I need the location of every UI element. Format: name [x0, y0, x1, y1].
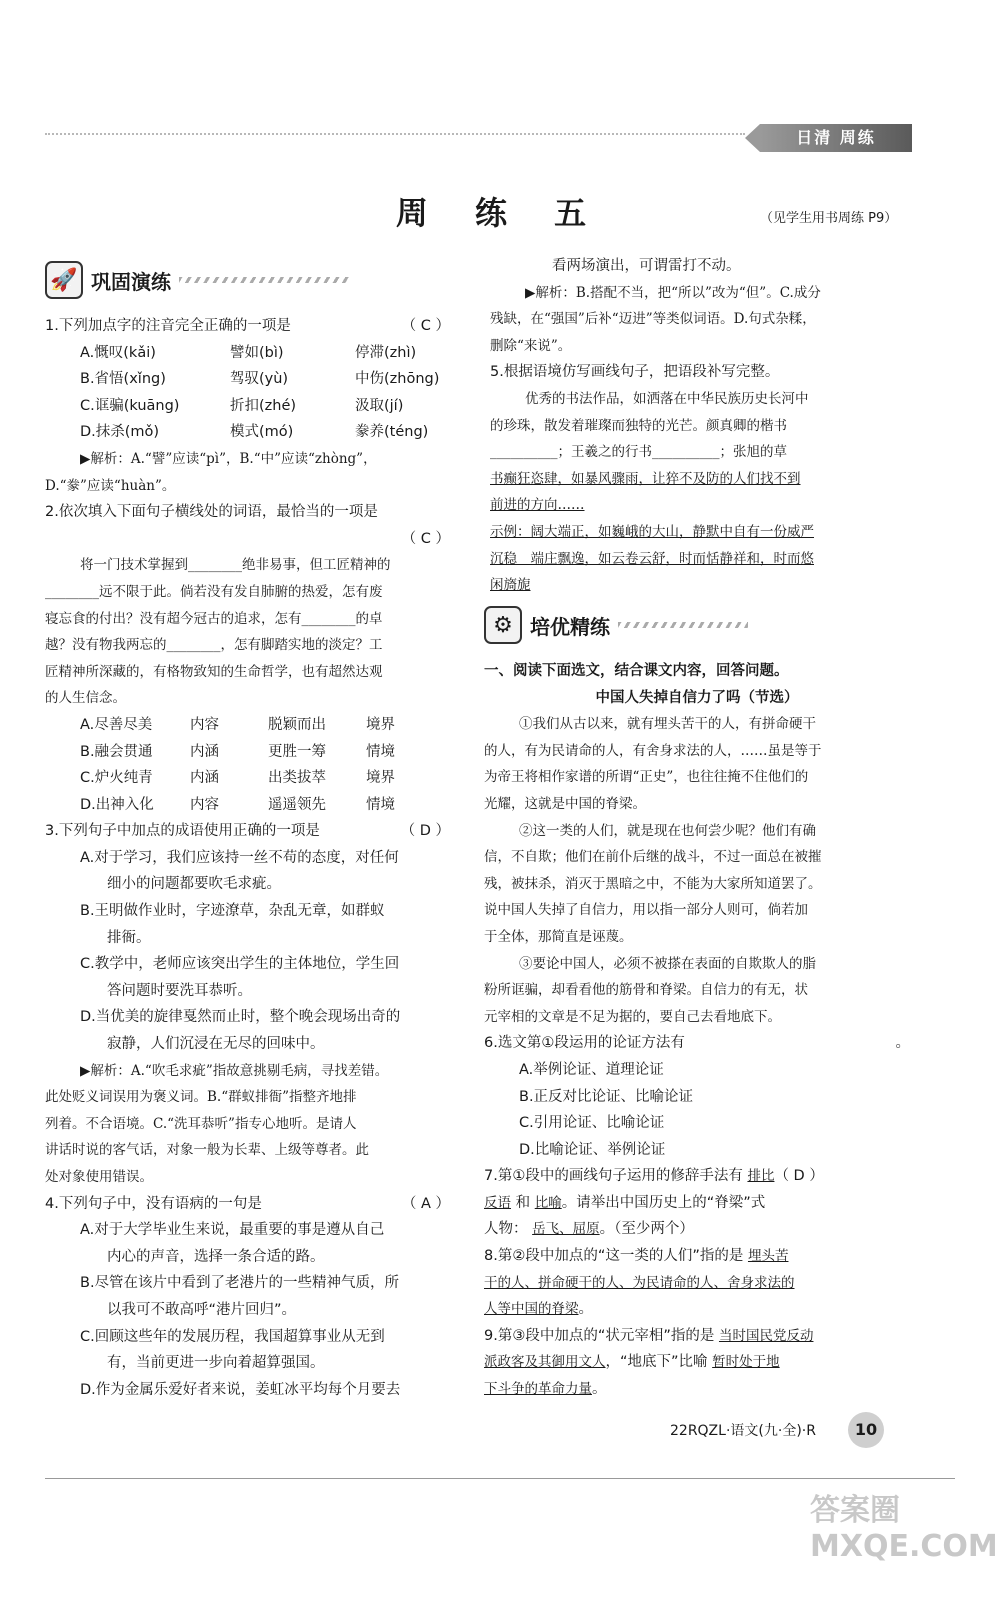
question-7: 7.第①段中的画线句子运用的修辞手法有 排比（ D ）: [484, 1168, 824, 1185]
reading-paragraph-1: ①我们从古以来，就有埋头苦干的人，有拼命硬干: [519, 716, 816, 733]
question-7-cont: 人物： 岳飞、屈原。（至少两个）: [484, 1221, 694, 1238]
q5-passage: 书癫狂恣肆，如暴风骤雨，让猝不及防的人们找不到: [490, 470, 801, 487]
q4-option-c-cont: 有，当前更进一步向着超算强国。: [107, 1355, 325, 1372]
q3-option-b-cont: 排衙。: [107, 929, 151, 946]
q1-option-d: D.抹杀(mǒ) 模式(mó) 豢养(téng): [80, 424, 429, 441]
page-title: 周 练 五: [395, 194, 605, 232]
q4-option-a-cont: 内心的声音，选择一条合适的路。: [107, 1248, 325, 1265]
q3-option-c-cont: 答问题时要洗耳恭听。: [107, 982, 252, 999]
q3-option-d: D.当优美的旋律戛然而止时，整个晚会现场出奇的: [80, 1009, 401, 1026]
q6-option-a: A.举例论证、道理论证: [519, 1061, 664, 1078]
q3-explanation-cont: 讲话时说的客气话，对象一般为长辈、上级等尊者。此: [45, 1142, 369, 1159]
answer-8-end: 人等中国的脊梁。: [484, 1301, 593, 1318]
q1-option-c: C.诓骗(kuāng) 折扣(zhé) 汲取(jí): [80, 397, 404, 414]
q3-option-b: B.王明做作业时，字迹潦草，杂乱无章，如群蚁: [80, 903, 385, 920]
banner-arrow: [745, 124, 760, 152]
reading-paragraph-2: 信，不自欺；他们在前仆后继的战斗，不过一面总在被摧: [484, 849, 822, 866]
reading-paragraph-1: 光耀，这就是中国的脊梁。: [484, 795, 646, 812]
answer-7-blank: 岳飞、屈原: [532, 1221, 600, 1238]
q3-option-a-cont: 细小的问题都要吹毛求疵。: [107, 876, 281, 893]
question-6: 6.选文第①段运用的论证方法有 。: [484, 1030, 910, 1057]
answer-6: 。: [895, 1035, 910, 1052]
reading-title: 中国人失掉自信力了吗（节选）: [595, 689, 799, 706]
q5-passage: 的珍珠，散发着璀璨而独特的光芒。颜真卿的楷书: [490, 417, 787, 434]
q4-option-b: B.尽管在该片中看到了老港片的一些精神气质，所: [80, 1275, 400, 1292]
q1-option-a: A.慨叹(kǎi) 譬如(bì) 停滞(zhì): [80, 344, 417, 361]
reading-paragraph-2: 于全体，那简直是诬蔑。: [484, 928, 633, 945]
q2-passage-line: 将一门技术掌握到________绝非易事，但工匠精神的: [80, 557, 391, 574]
q6-option-b: B.正反对比论证、比喻论证: [519, 1088, 694, 1105]
footer-rule: [45, 1478, 955, 1479]
q3-option-c: C.教学中，老师应该突出学生的主体地位，学生回: [80, 956, 400, 973]
reading-instruction: 一、阅读下面选文，结合课文内容，回答问题。: [484, 663, 789, 679]
right-column-reading: [484, 658, 910, 1403]
q6-option-d: D.比喻论证、举例论证: [519, 1141, 666, 1158]
answer-9-blank: 暂时处于地: [712, 1354, 780, 1371]
question-5: 5.根据语境仿写画线句子，把语段补写完整。: [490, 364, 780, 381]
question-9-cont: 派政客及其御用文人，“地底下”比喻 暂时处于地: [484, 1354, 780, 1371]
q4-explanation-cont: 删除“来说”。: [490, 337, 572, 354]
q5-passage: __________；王羲之的行书__________；张旭的草: [490, 444, 787, 461]
reading-paragraph-2: ②这一类的人们，就是现在也何尝少呢？他们有确: [519, 822, 816, 839]
answer-9-blank: 当时国民党反动: [718, 1327, 814, 1344]
section-heading-enhance: [484, 602, 748, 648]
q2-passage-line: 的人生信念。: [45, 690, 126, 707]
reading-paragraph-3: ③要论中国人，必须不被搽在表面的自欺欺人的脂: [519, 955, 816, 972]
q1-explanation-cont: D.“豢”应读“huàn”。: [45, 477, 176, 494]
question-4: 4.下列句子中，没有语病的一句是 （ A ）: [45, 1191, 450, 1218]
page-number: 10: [848, 1412, 884, 1448]
question-2: 2.依次填入下面句子横线处的词语，最恰当的一项是: [45, 504, 378, 521]
right-column-top: [490, 253, 910, 599]
book-code: 22RQZL·语文(九·全)·R: [670, 1423, 816, 1439]
q2-passage-line: ________远不限于此。倘若没有发自肺腑的热爱，怎有废: [45, 583, 383, 600]
decorative-stripes: [179, 277, 349, 283]
question-7-cont: 反语 和 比喻。请举出中国历史上的“脊梁”式: [484, 1194, 766, 1211]
rocket-icon: 🚀: [45, 261, 83, 299]
answer-7-blank: 排比: [747, 1168, 775, 1185]
question-9: 9.第③段中加点的“状元宰相”指的是 当时国民党反动: [484, 1327, 814, 1344]
q4-option-b-cont: 以我可不敢高呼“港片回归”。: [107, 1301, 297, 1318]
q1-explanation: ▶解析：A.“譬”应读“pì”，B.“中”应读“zhòng”，: [80, 450, 377, 467]
reading-paragraph-2: 残，被抹杀，消灭于黑暗之中，不能为大家所知道罢了。: [484, 875, 822, 892]
q3-explanation-cont: 此处贬义词误用为褒义词。B.“群蚁排衙”指整齐地排: [45, 1089, 357, 1106]
reading-paragraph-1: 为帝王将相作家谱的所谓“正史”，也往往掩不住他们的: [484, 769, 809, 786]
q4-option-d-cont: 看两场演出，可谓雷打不动。: [552, 258, 741, 274]
q3-explanation: ▶解析：A.“吹毛求疵”指故意挑剔毛病，寻找差错。: [80, 1062, 389, 1079]
section-title: 培优精练: [530, 614, 610, 639]
q1-option-b: B.省悟(xǐng) 驾驭(yù) 中伤(zhōng): [80, 371, 440, 388]
answer-1: （ C ）: [401, 318, 450, 334]
answer-7-blank: 比喻: [534, 1194, 562, 1211]
question-1: 1.下列加点字的注音完全正确的一项是 （ C ）: [45, 313, 450, 340]
answer-7-blank: 反语: [484, 1194, 511, 1211]
q3-explanation-cont: 处对象使用错误。: [45, 1169, 153, 1185]
answer-2: （ C ）: [401, 530, 450, 547]
q2-option-d: D.出神入化 内容 遥遥领先 情境: [80, 796, 395, 813]
reading-paragraph-2: 说中国人失掉了自信力，用以指一部分人则可，倘若加: [484, 902, 808, 919]
q4-explanation: ▶解析：B.搭配不当，把“所以”改为“但”。C.成分: [525, 284, 821, 301]
section-title: 巩固演练: [91, 269, 171, 294]
reading-paragraph-3: 粉所诓骗，却看看他的筋骨和脊梁。自信力的有无，状: [484, 982, 808, 999]
q5-passage: 优秀的书法作品，如洒落在中华民族历史长河中: [525, 390, 809, 407]
question-8: 8.第②段中加点的“这一类的人们”指的是 埋头苦: [484, 1248, 789, 1265]
gear-icon: ⚙: [484, 606, 522, 644]
q3-option-d-cont: 寂静，人们沉浸在无尽的回味中。: [107, 1036, 325, 1053]
answer-4: （ A ）: [401, 1195, 450, 1212]
q5-sample-answer: 闲旖旎: [490, 577, 531, 594]
q2-option-c: C.炉火纯青 内涵 出类拔萃 境界: [80, 770, 395, 787]
answer-8-cont: 干的人、拼命硬干的人、为民请命的人、舍身求法的: [484, 1274, 795, 1291]
q2-option-a: A.尽善尽美 内容 脱颖而出 境界: [80, 716, 395, 733]
q4-option-a: A.对于大学毕业生来说，最重要的事是遵从自己: [80, 1222, 385, 1239]
q4-option-d: D.作为金属乐爱好者来说，姜虹冰平均每个月要去: [80, 1381, 401, 1398]
reading-paragraph-1: 的人，有为民请命的人，有舍身求法的人，……虽是等于: [484, 742, 822, 759]
watermark-logo: 答案圈 MXQE.COM: [810, 1493, 998, 1564]
q2-passage-line: 越？没有物我两忘的________，怎有脚踏实地的淡定？工: [45, 637, 383, 654]
question-3: 3.下列句子中加点的成语使用正确的一项是 （ D ）: [45, 818, 450, 845]
q3-option-a: A.对于学习，我们应该持一丝不苟的态度，对任何: [80, 849, 399, 866]
header-rule: [45, 133, 745, 135]
q4-explanation-cont: 残缺，在“强国”后补“迈进”等类似词语。D.句式杂糅，: [490, 311, 816, 328]
q5-sample-answer: 示例：阔大端正，如巍峨的大山，静默中自有一份威严: [490, 523, 814, 540]
reference-note: （见学生用书周练 P9）: [760, 211, 898, 226]
q2-passage-line: 匠精神所深藏的，有格物致知的生命哲学，也有超然达观: [45, 663, 383, 680]
answer-8-blank: 埋头苦: [747, 1248, 789, 1265]
q2-option-b: B.融会贯通 内涵 更胜一筹 情境: [80, 743, 395, 760]
q5-sample-answer: 沉稳 端庄飘逸，如云卷云舒，时而恬静祥和，时而悠: [490, 550, 814, 567]
reading-paragraph-3: 元宰相的文章是不足为据的，要自己去看地底下。: [484, 1008, 781, 1025]
left-column: [45, 313, 450, 1403]
section-heading-consolidate: [45, 257, 349, 303]
decorative-stripes: [618, 622, 748, 628]
answer-9-end: 下斗争的革命力量。: [484, 1381, 607, 1398]
q6-option-c: C.引用论证、比喻论证: [519, 1115, 665, 1132]
answer-3: （ D ）: [400, 823, 450, 840]
q4-option-c: C.回顾这些年的发展历程，我国超算事业从无到: [80, 1328, 385, 1345]
q2-passage-line: 寝忘食的付出？没有超今冠古的追求，怎有________的卓: [45, 610, 383, 627]
q5-passage: 前进的方向……: [490, 497, 585, 514]
q3-explanation-cont: 列着。不合语境。C.“洗耳恭听”指专心地听。是请人: [45, 1115, 357, 1132]
header-banner: 日清 周练: [760, 124, 912, 152]
